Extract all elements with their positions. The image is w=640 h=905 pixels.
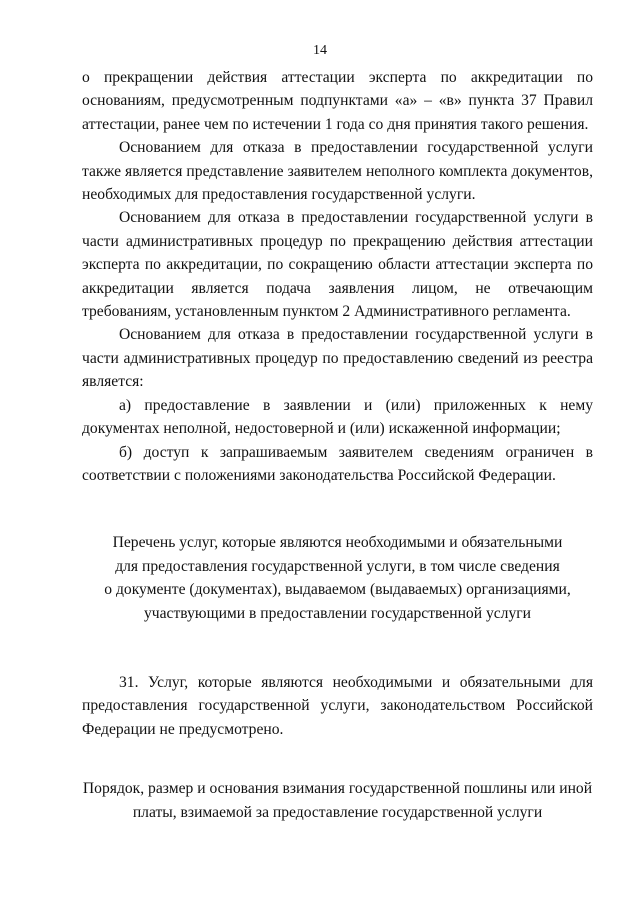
paragraph-incomplete-documents: Основанием для отказа в предоставлении государственной услуги также является представление заявителем неполного комплекта документов, необходимых для предоставления государственной услуги. xyxy=(82,139,593,204)
heading-line: Перечень услуг, которые являются необходимыми и обязательными xyxy=(112,534,563,552)
paragraph-administrative-procedures: Основанием для отказа в предоставлении государственной услуги в части административных процедур по прекращению действия аттестации эксперта по аккредитации, по сокращению области аттестации эксперта по аккредитации является подача заявления лицом, не отвечающим требованиям, установленным пунктом 2 Административного регламента. xyxy=(82,209,593,321)
heading-line: о документе (документах), выдаваемом (выдаваемых) организациями, xyxy=(104,581,571,599)
paragraph-attestation-termination: о прекращении действия аттестации эксперта по аккредитации по основаниям, предусмотренным подпунктами «а» – «в» пункта 37 Правил аттестации, ранее чем по истечении 1 года со дня принятия такого решения. xyxy=(82,69,593,133)
heading-line: платы, взимаемой за предоставление государственной услуги xyxy=(132,803,543,821)
document-body xyxy=(82,66,593,824)
section-heading-state-fee xyxy=(82,777,593,824)
page-number: 14 xyxy=(313,43,327,58)
list-item-b: б) доступ к запрашиваемым заявителем сведениям ограничен в соответствии с положениями законодательства Российской Федерации. xyxy=(82,443,593,484)
heading-line: Порядок, размер и основания взимания государственной пошлины или иной xyxy=(82,780,593,798)
paragraph-registry-refusal: Основанием для отказа в предоставлении государственной услуги в части административных процедур по предоставлению сведений из реестра является: xyxy=(82,326,593,391)
heading-line: участвующими в предоставлении государственной услуги xyxy=(144,604,531,622)
list-item-a: а) предоставление в заявлении и (или) приложенных к нему документах неполной, недостоверной и (или) искаженной информации; xyxy=(82,396,593,438)
paragraph-31: 31. Услуг, которые являются необходимыми и обязательными для предоставления государственной услуги, законодательством Российской Федерации не предусмотрено. xyxy=(82,673,593,738)
section-heading-required-services xyxy=(82,531,593,625)
heading-line: для предоставления государственной услуги, в том числе сведения xyxy=(115,557,560,575)
